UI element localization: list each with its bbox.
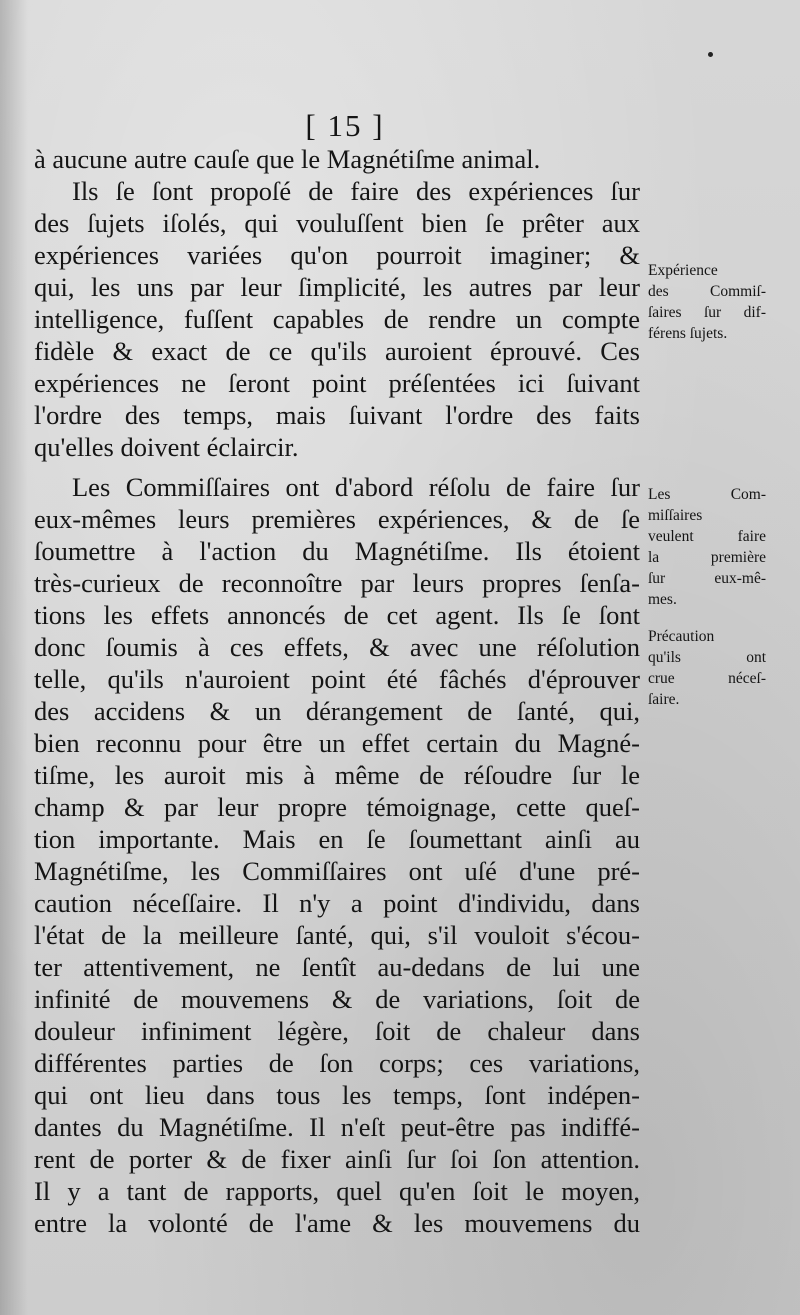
paragraph-gap	[34, 463, 640, 471]
margin-note-line: miſſaires	[648, 507, 703, 524]
text-line: très-curieux de reconnoître par leurs propres ſenſa-	[34, 568, 640, 598]
text-line: l'état de la meilleure ſanté, qui, s'il vouloit s'écou-	[34, 920, 640, 950]
text-line: ſoumettre à l'action du Magnétiſme. Ils étoient	[34, 536, 640, 566]
text-line: l'ordre des temps, mais ſuivant l'ordre des faits	[34, 400, 640, 430]
margin-note-line: Les Com-	[648, 486, 766, 503]
text-line: Ils ſe ſont propoſé de faire des expériences ſur	[72, 176, 640, 206]
margin-note-line: la première	[648, 549, 766, 566]
text-line: douleur infiniment légère, ſoit de chaleur dans	[34, 1016, 640, 1046]
text-line: expériences ne ſeront point préſentées ici ſuivant	[34, 368, 640, 398]
text-line: dantes du Magnétiſme. Il n'eſt peut-être pas indiffé-	[34, 1112, 640, 1142]
page-edge-shadow	[0, 0, 28, 1315]
margin-note-line: crue néceſ-	[648, 670, 766, 687]
margin-note-line: Précaution	[648, 628, 715, 645]
text-line: tiſme, les auroit mis à même de réſoudre ſur le	[34, 760, 640, 790]
text-line: des accidens & un dérangement de ſanté, qui,	[34, 696, 640, 726]
margin-note-line: qu'ils ont	[648, 649, 766, 666]
text-line: des ſujets iſolés, qui vouluſſent bien ſe prêter aux	[34, 208, 640, 238]
text-line: rent de porter & de fixer ainſi ſur ſoi ſon attention.	[34, 1144, 640, 1174]
page-number: [ 15 ]	[305, 108, 385, 143]
text-line: Magnétiſme, les Commiſſaires ont uſé d'une pré-	[34, 856, 640, 886]
margin-note-line: férens ſujets.	[648, 325, 728, 342]
ink-speck	[708, 52, 713, 57]
text-line: entre la volonté de l'ame & les mouvemens du	[34, 1208, 640, 1238]
margin-note-line: Expérience	[648, 262, 718, 279]
text-line: telle, qu'ils n'auroient point été fâchés d'éprouver	[34, 664, 640, 694]
text-line: qui ont lieu dans tous les temps, ſont indépen-	[34, 1080, 640, 1110]
text-line: intelligence, fuſſent capables de rendre un compte	[34, 304, 640, 334]
margin-note-line: ſaires ſur dif-	[648, 304, 766, 321]
text-line: ter attentivement, ne ſentît au-dedans de lui une	[34, 952, 640, 982]
text-line: donc ſoumis à ces effets, & avec une réſolution	[34, 632, 640, 662]
margin-note-commissioners	[648, 484, 766, 610]
text-line: bien reconnu pour être un effet certain du Magné-	[34, 728, 640, 758]
text-line: à aucune autre cauſe que le Magnétiſme animal.	[34, 144, 541, 174]
text-line: qu'elles doivent éclaircir.	[34, 432, 299, 462]
margin-note-line: mes.	[648, 591, 677, 608]
margin-note-line: ſur eux-mê-	[648, 570, 766, 587]
text-line: Il y a tant de rapports, quel qu'en ſoit le moyen,	[34, 1176, 640, 1206]
text-line: Les Commiſſaires ont d'abord réſolu de faire ſur	[72, 472, 640, 502]
text-line: différentes parties de ſon corps; ces variations,	[34, 1048, 640, 1078]
text-line: infinité de mouvemens & de variations, ſoit de	[34, 984, 640, 1014]
margin-note-precaution	[648, 626, 766, 710]
text-line: expériences variées qu'on pourroit imaginer; &	[34, 240, 640, 270]
text-line: caution néceſſaire. Il n'y a point d'individu, dans	[34, 888, 640, 918]
text-line: champ & par leur propre témoignage, cette queſ-	[34, 792, 640, 822]
margin-note-line: veulent faire	[648, 528, 766, 545]
margin-note-experience	[648, 260, 766, 344]
text-line: fidèle & exact de ce qu'ils auroient éprouvé. Ces	[34, 336, 640, 366]
text-line: tion importante. Mais en ſe ſoumettant ainſi au	[34, 824, 640, 854]
main-text-column	[34, 143, 640, 1239]
margin-note-line: ſaire.	[648, 691, 680, 708]
text-line: tions les effets annoncés de cet agent. Ils ſe ſont	[34, 600, 640, 630]
text-line: eux-mêmes leurs premières expériences, & de ſe	[34, 504, 640, 534]
text-line: qui, les uns par leur ſimplicité, les autres par leur	[34, 272, 640, 302]
margin-note-line: des Commiſ-	[648, 283, 766, 300]
